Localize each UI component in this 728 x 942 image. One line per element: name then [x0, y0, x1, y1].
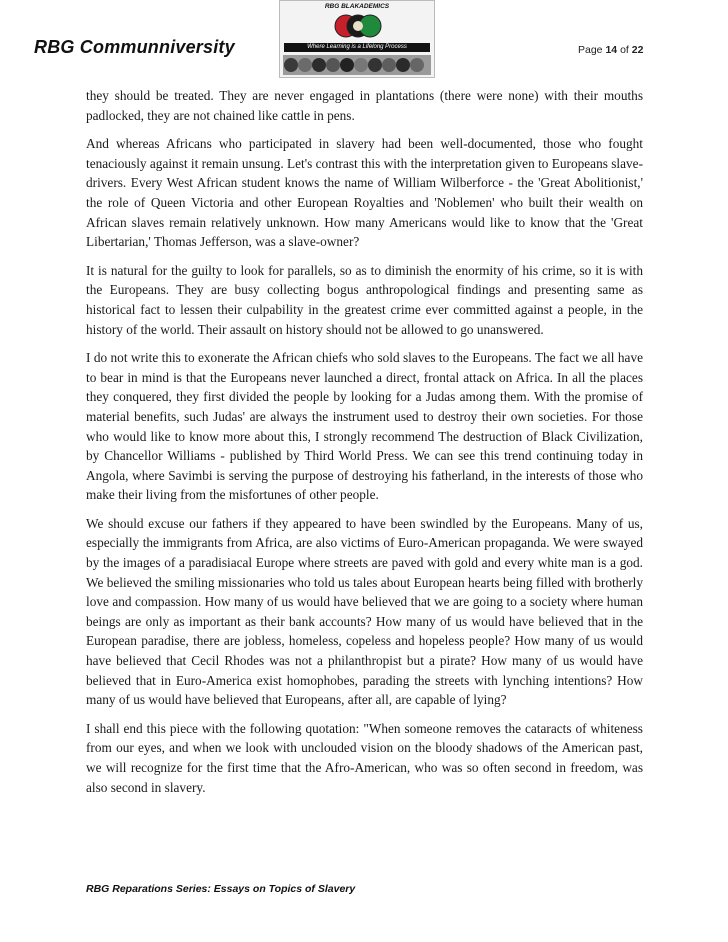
paragraph: And whereas Africans who participated in slavery had been well-documented, those who fought tenaciously against it remain unsung. Let's contrast this with the interpretation given to Europeans slave-drivers. Every West African student knows the name of William Wilberforce - the 'Great Abolitionist,' the role of Queen Victoria and other European Royalties and 'Noblemen' who built their wealth on African slaves remain relatively unknown. How many Americans would like to know that the 'Great Libertarian,' Thomas Jefferson, was a slave-owner?	[86, 136, 643, 250]
footer-series-title: RBG Reparations Series: Essays on Topics of Slavery	[86, 883, 356, 895]
rbg-blakademics-banner	[279, 0, 435, 78]
paragraph: We should excuse our fathers if they appeared to have been swindled by the Europeans. Many of us, especially the immigrants from Africa, are also victims of Euro-American propaganda. We were swayed by the images of a paradisiacal Europe where streets are paved with gold and every white man is a god. We believed the smiling missionaries who told us tales about European hearts being filled with brotherly love and compassion. How many of us would have believed that we are going to a society where human beings are only as important as their bank accounts? How many of us would have believed that in the European paradise, there are jobless, homeless, copeless and hopeless people? How many of us would have believed that Cecil Rhodes was not a philanthropist but a pirate? How many of us would have believed that in Euro-America exist homophobes, parading the streets with lynching intentions? How many of us would have believed that Europeans, after all, are capable of lying?	[86, 515, 643, 708]
emblem-icon	[334, 11, 382, 41]
banner-tagline: Where Learning is a Lifelong Process	[284, 43, 430, 52]
page-header	[0, 0, 728, 82]
page-number	[578, 44, 643, 56]
paragraph: I shall end this piece with the following quotation: "When someone removes the cataracts of whiteness from our eyes, and when we look with unclouded vision on the bloody shadows of the American past, we will recognize for the first time that the Afro-American, who was so often second in freedom, was also second in slavery.	[86, 720, 643, 795]
paragraph: It is natural for the guilty to look for parallels, so as to diminish the enormity of his crime, so it is with the Europeans. They are busy collecting bogus anthropological findings and presenting same as historical fact to lessen their culpability in the greatest crime ever committed against a people, in the history of the world. Their assault on history should not be allowed to go unanswered.	[86, 262, 643, 337]
page-current: 14	[605, 44, 618, 56]
page-total: 22	[631, 44, 644, 56]
page-label: Page	[578, 44, 603, 56]
paragraph: I do not write this to exonerate the African chiefs who sold slaves to the Europeans. The fact we all have to bear in mind is that the Europeans never launched a direct, frontal attack on Africa. In all the places they conquered, they first divided the people by looking for a Judas among them. With the promise of material benefits, such Judas' are always the instrument used to destroy their own societies. For those who would like to know more about this, I strongly recommend The destruction of Black Civilization, by Chancellor Williams - published by Third World Press. We can see this trend continuing today in Angola, where Savimbi is serving the purpose of destroying his fatherland, in the interests of those who make their living from the misfortunes of other people.	[86, 350, 643, 503]
page-of: of	[620, 44, 629, 56]
paragraph: they should be treated. They are never engaged in plantations (there were none) with their mouths padlocked, they are not chained like cattle in pens.	[86, 88, 643, 123]
essay-body	[86, 86, 643, 806]
portraits-strip-icon	[283, 55, 431, 75]
banner-title: RBG BLAKADEMICS	[324, 3, 390, 10]
brand-title: RBG Communniversity	[34, 37, 235, 57]
